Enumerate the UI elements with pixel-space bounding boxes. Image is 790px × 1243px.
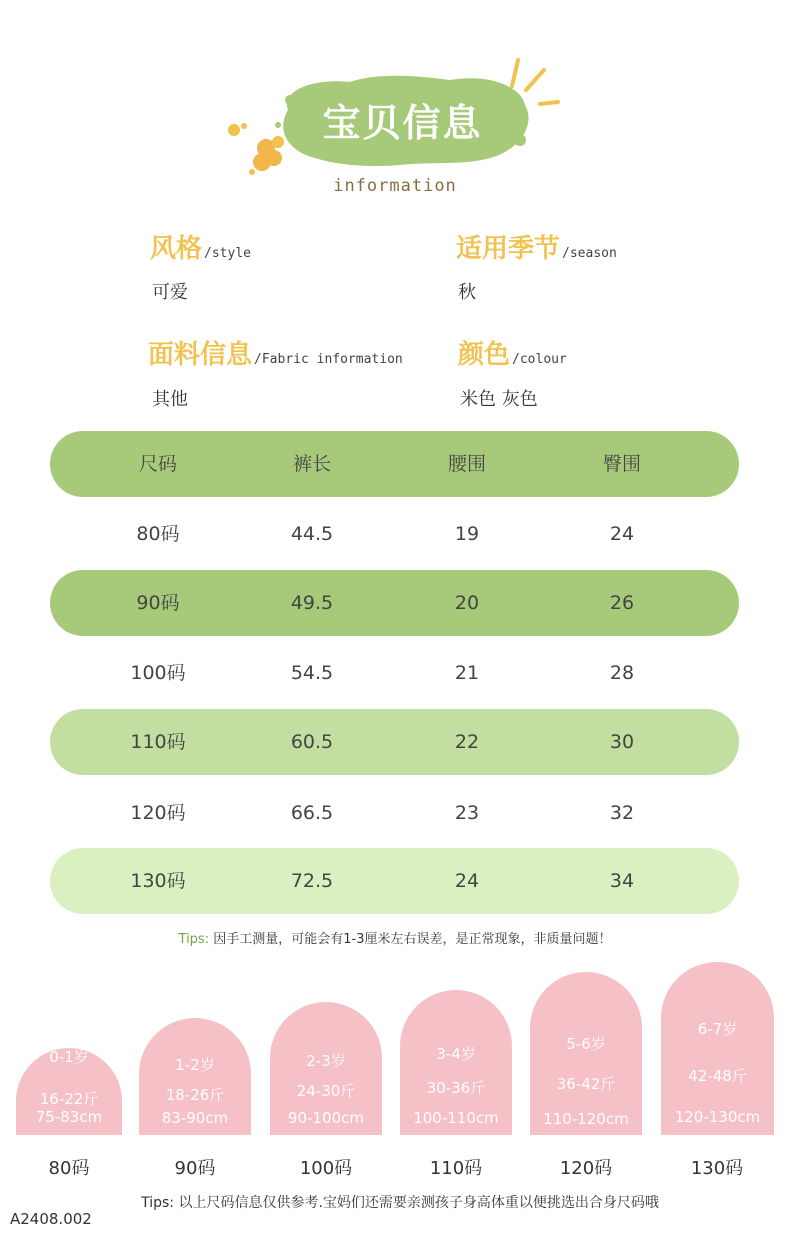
weight-range: 16-22斤 — [39, 1090, 99, 1108]
height-range: 110-120cm — [543, 1110, 629, 1128]
size-reference-tips: Tips: 以上尺码信息仅供参考.宝妈们还需要亲测孩子身高体重以便挑选出合身尺码哦 — [141, 1195, 659, 1211]
wheat-icon — [500, 56, 570, 116]
size-guide-card — [400, 990, 512, 1135]
weight-range: 42-48斤 — [688, 1067, 747, 1085]
weight-range: 18-26斤 — [165, 1086, 225, 1104]
weight-range: 30-36斤 — [426, 1079, 486, 1097]
size-label: 90码 — [174, 1158, 216, 1179]
table-row — [50, 501, 739, 567]
size-guide-card — [270, 1002, 382, 1135]
colour-value: 米色 灰色 — [460, 389, 538, 410]
cell-waist: 19 — [454, 523, 480, 545]
height-range: 100-110cm — [413, 1109, 499, 1127]
size-guide-card — [530, 972, 642, 1135]
cell-length: 44.5 — [290, 523, 334, 545]
header-hip: 臀围 — [602, 453, 641, 475]
size-label: 120码 — [559, 1158, 613, 1179]
size-label: 80码 — [48, 1158, 90, 1179]
cell-size: 80码 — [136, 523, 180, 545]
size-label: 100码 — [299, 1158, 353, 1179]
cell-waist: 21 — [454, 662, 480, 684]
table-header — [50, 431, 739, 497]
cell-length: 54.5 — [290, 662, 334, 684]
size-label: 110码 — [429, 1158, 483, 1179]
size-label: 130码 — [690, 1158, 744, 1179]
cell-length: 60.5 — [290, 731, 334, 753]
age-range: 5-6岁 — [566, 1035, 606, 1053]
cell-hip: 26 — [609, 592, 635, 614]
header-length: 裤长 — [292, 453, 331, 475]
season-label: 适用季节 /season — [456, 234, 617, 264]
size-guide-card — [139, 1018, 251, 1135]
style-value: 可爱 — [152, 282, 188, 303]
cell-length: 66.5 — [290, 802, 334, 824]
table-row — [50, 640, 739, 706]
cell-hip: 32 — [609, 802, 635, 824]
weight-range: 24-30斤 — [296, 1082, 356, 1100]
cell-size: 110码 — [130, 731, 186, 753]
colour-label: 颜色 /colour — [458, 340, 567, 370]
cell-size: 120码 — [130, 802, 186, 824]
measurement-tips: Tips: 因手工测量，可能会有1-3厘米左右误差，是正常现象，非质量问题！ — [178, 932, 612, 947]
cell-size: 90码 — [136, 592, 180, 614]
age-range: 0-1岁 — [49, 1048, 89, 1066]
cell-hip: 28 — [609, 662, 635, 684]
height-range: 83-90cm — [161, 1109, 229, 1127]
age-range: 3-4岁 — [436, 1045, 476, 1063]
weight-range: 36-42斤 — [556, 1075, 616, 1093]
product-code: A2408.002 — [10, 1210, 92, 1228]
season-value: 秋 — [458, 282, 476, 303]
table-row — [50, 570, 739, 636]
height-range: 75-83cm — [35, 1108, 103, 1126]
cell-length: 49.5 — [290, 592, 334, 614]
cell-waist: 24 — [454, 870, 480, 892]
flower-icon — [222, 112, 292, 178]
age-range: 2-3岁 — [306, 1052, 346, 1070]
fabric-label: 面料信息 /Fabric information — [148, 340, 403, 370]
fabric-value: 其他 — [152, 389, 188, 410]
cell-length: 72.5 — [290, 870, 334, 892]
height-range: 120-130cm — [674, 1108, 761, 1126]
header-size: 尺码 — [138, 453, 177, 475]
table-row — [50, 780, 739, 846]
size-guide-card — [661, 962, 774, 1135]
cell-waist: 20 — [454, 592, 480, 614]
age-range: 1-2岁 — [175, 1056, 215, 1074]
header-waist: 腰围 — [447, 453, 486, 475]
page-title: 宝贝信息 — [322, 101, 483, 145]
age-range: 6-7岁 — [697, 1020, 738, 1038]
cell-hip: 34 — [609, 870, 635, 892]
cell-hip: 30 — [609, 731, 635, 753]
height-range: 90-100cm — [288, 1109, 364, 1127]
size-guide-card — [16, 1048, 122, 1135]
cell-waist: 23 — [454, 802, 480, 824]
table-row — [50, 848, 739, 914]
table-row — [50, 709, 739, 775]
cell-waist: 22 — [454, 731, 480, 753]
page-subtitle: information — [333, 176, 457, 196]
style-label: 风格 /style — [150, 234, 251, 264]
cell-hip: 24 — [609, 523, 635, 545]
cell-size: 100码 — [130, 662, 186, 684]
cell-size: 130码 — [130, 870, 186, 892]
